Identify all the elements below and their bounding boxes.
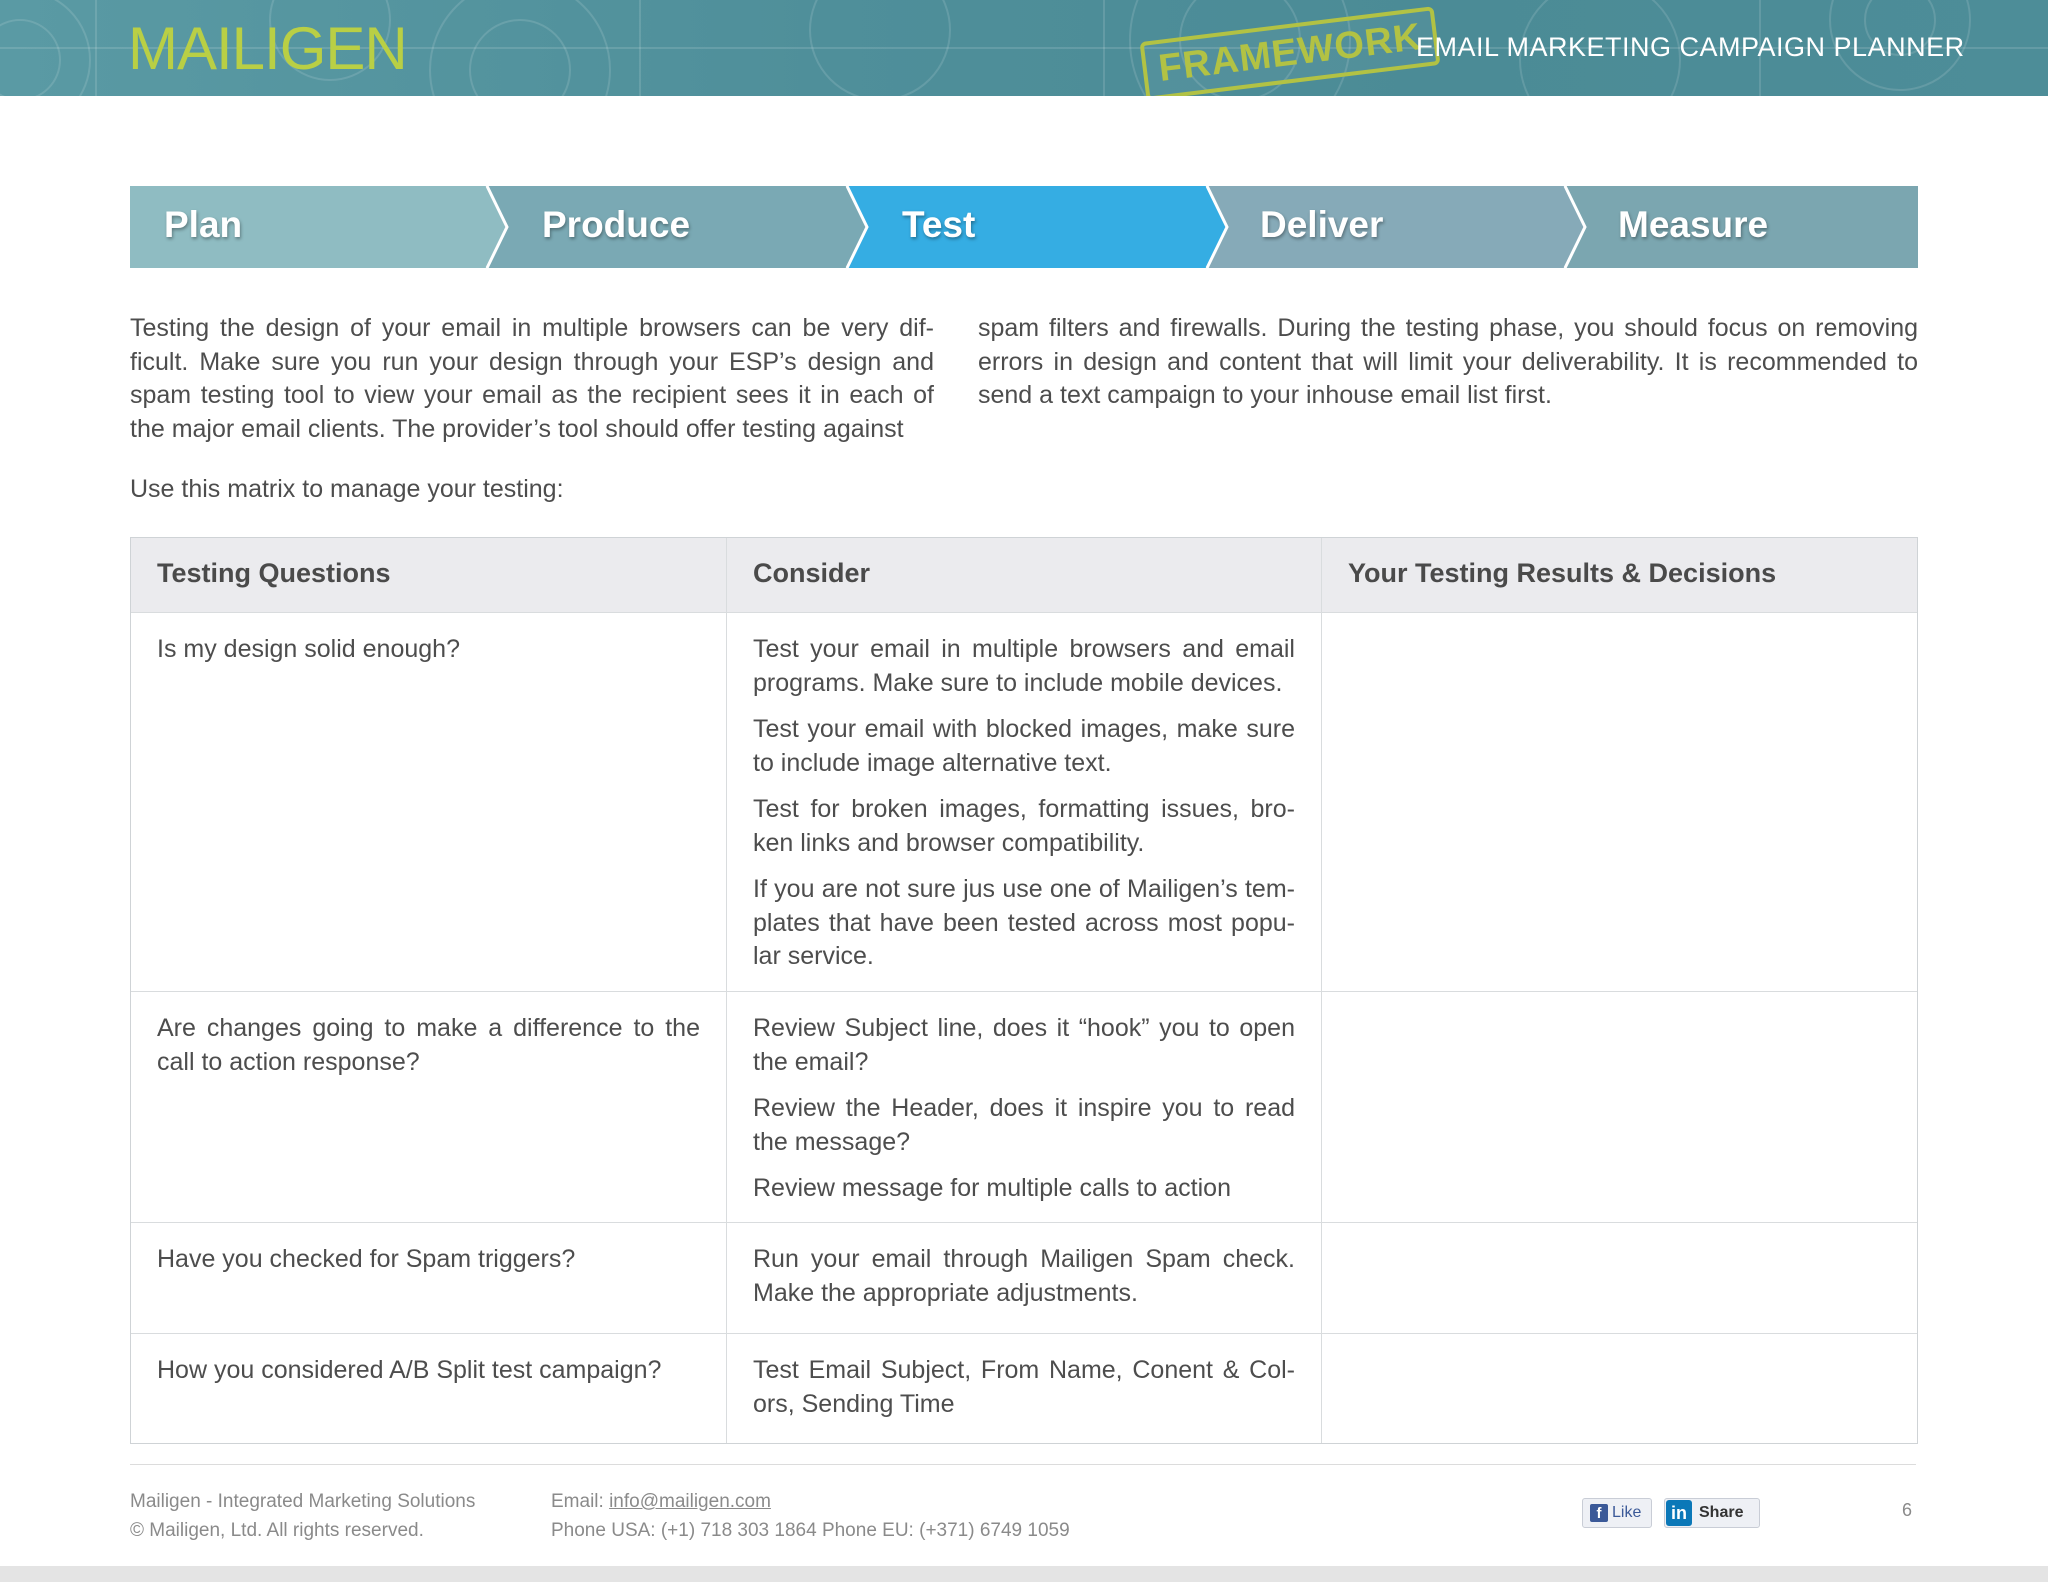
share-label: Share <box>1699 1504 1744 1521</box>
step-measure: Measure <box>1618 204 1769 245</box>
footer-divider <box>130 1464 1916 1465</box>
footer-copyright: © Mailigen, Ltd. All rights reserved. <box>130 1520 424 1541</box>
process-steps <box>130 186 1918 268</box>
step-produce: Produce <box>542 204 691 245</box>
consider-cell <box>726 613 1321 991</box>
facebook-like-button[interactable] <box>1582 1498 1652 1528</box>
table-row <box>131 991 1917 1222</box>
consider-item: Test your email with blocked images, make sure to include image alternative text. <box>753 715 1295 777</box>
table-row <box>131 1222 1917 1333</box>
results-cell[interactable] <box>1321 992 1916 1222</box>
header-testing-questions: Testing Questions <box>157 558 391 588</box>
planner-title: EMAIL MARKETING CAMPAIGN PLANNER <box>1416 32 1965 62</box>
consider-cell <box>726 1334 1321 1443</box>
header-results: Your Testing Results & Decisions <box>1321 538 1916 612</box>
linkedin-icon: in <box>1666 1500 1692 1526</box>
header-consider: Consider <box>726 538 1321 612</box>
page-header <box>0 0 2048 96</box>
linkedin-share-button[interactable] <box>1664 1498 1760 1528</box>
testing-matrix <box>130 537 1918 1444</box>
page-number: 6 <box>1902 1500 1913 1520</box>
like-label: Like <box>1612 1504 1642 1521</box>
consider-item: Test Email Subject, From Name, Conent & Col-ors, Sending Time <box>753 1356 1295 1418</box>
consider-item: Review Subject line, does it “hook” you to open the email? <box>753 1014 1295 1076</box>
intro-text-right: spam filters and firewalls. During the testing phase, you should focus on removing errors in design and content that will limit your deliverability. It is recommended to send a text campaign to your inhouse email list first. <box>978 314 1918 409</box>
question-cell: How you considered A/B Split test campaign? <box>157 1356 662 1384</box>
consider-item: Review message for multiple calls to action <box>753 1174 1231 1202</box>
consider-item: If you are not sure jus use one of Mailigen’s tem-plates that have been tested across most popu-lar service. <box>753 875 1295 970</box>
table-row <box>131 612 1917 991</box>
step-test-active: Test <box>902 204 976 245</box>
consider-item: Run your email through Mailigen Spam check. Make the appropriate adjustments. <box>753 1245 1295 1307</box>
consider-item: Test for broken images, formatting issues, bro-ken links and browser compatibility. <box>753 795 1295 857</box>
bottom-bar <box>0 1566 2048 1582</box>
results-cell[interactable] <box>1321 1223 1916 1333</box>
matrix-header-row <box>131 538 1917 612</box>
consider-cell <box>726 992 1321 1222</box>
framework-stamp: FRAMEWORK <box>1140 6 1441 96</box>
results-cell[interactable] <box>1321 1334 1916 1443</box>
question-cell: Is my design solid enough? <box>157 635 460 663</box>
results-cell[interactable] <box>1321 613 1916 991</box>
footer-email-link[interactable]: info@mailigen.com <box>609 1491 771 1512</box>
mailigen-logo: MAILIGEN <box>128 15 407 82</box>
table-row <box>131 1333 1917 1443</box>
consider-item: Review the Header, does it inspire you to read the message? <box>753 1094 1295 1156</box>
consider-cell <box>726 1223 1321 1333</box>
footer-contact-block <box>551 1487 1070 1545</box>
facebook-icon: f <box>1590 1504 1608 1522</box>
footer-phones: Phone USA: (+1) 718 303 1864 Phone EU: (+371) 6749 1059 <box>551 1520 1070 1541</box>
question-cell: Have you checked for Spam triggers? <box>157 1245 576 1273</box>
intro-text-left: Testing the design of your email in multiple browsers can be very dif-ficult. Make sure you run your design through your ESP’s design and spam testing tool to view your email as the recipient sees it in each of the major email clients. The provider’s tool should offer testing against <box>130 314 934 443</box>
footer-email-label: Email: <box>551 1491 604 1512</box>
question-cell: Are changes going to make a difference to the call to action response? <box>157 1014 700 1076</box>
step-plan: Plan <box>164 204 243 245</box>
step-deliver: Deliver <box>1260 204 1384 245</box>
footer-company: Mailigen - Integrated Marketing Solutions <box>130 1491 476 1512</box>
consider-item: Test your email in multiple browsers and email programs. Make sure to include mobile devices. <box>753 635 1295 697</box>
footer-company-block <box>130 1487 475 1545</box>
matrix-intro: Use this matrix to manage your testing: <box>130 475 564 503</box>
